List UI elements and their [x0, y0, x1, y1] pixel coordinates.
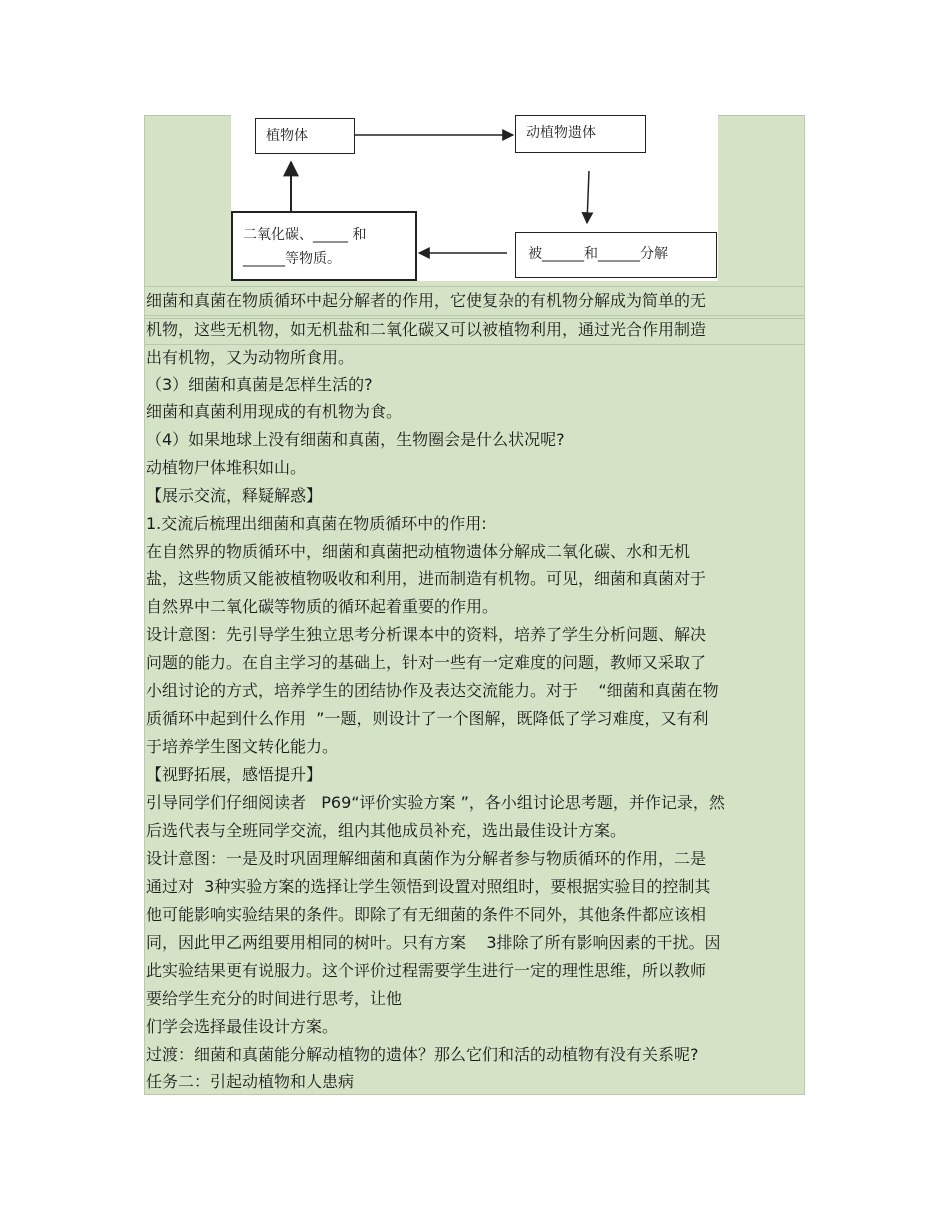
text-line: 过渡：细菌和真菌能分解动植物的遗体？那么它们和活的动植物有没有关系呢?: [146, 1045, 699, 1064]
row-divider: [144, 318, 805, 319]
diagram-box-decompose: [515, 232, 717, 278]
diagram-box-remains: [515, 115, 646, 153]
carbon-cycle-diagram: [231, 115, 718, 281]
section-heading: 【展示交流，释疑解惑】: [146, 486, 323, 505]
box-remains-label: 动植物遗体: [526, 125, 596, 141]
text-line: 1.交流后梳理出细菌和真菌在物质循环中的作用:: [146, 514, 487, 533]
text-line: 同，因此甲乙两组要用相同的树叶。只有方案 3排除了所有影响因素的干扰。因: [146, 933, 721, 952]
text-line: 小组讨论的方式，培养学生的团结协作及表达交流能力。对于 “细菌和真菌在物: [146, 681, 719, 700]
box-decompose-label: 被______和______分解: [528, 246, 668, 262]
text-line: 通过对 3种实验方案的选择让学生领悟到设置对照组时，要根据实验目的控制其: [146, 877, 711, 896]
diagram-box-inorganic: [231, 211, 417, 281]
text-line: 们学会选择最佳设计方案。: [146, 1017, 339, 1036]
row-divider: [144, 315, 805, 316]
text-line: 细菌和真菌利用现成的有机物为食。: [146, 402, 403, 421]
section-heading: 【视野拓展，感悟提升】: [146, 765, 323, 784]
text-line: 机物，这些无机物，如无机盐和二氧化碳又可以被植物利用，通过光合作用制造: [146, 320, 707, 339]
box-plant-label: 植物体: [266, 128, 308, 144]
text-line: 任务二：引起动植物和人患病: [146, 1072, 355, 1091]
text-line: 盐，这些物质又能被植物吸收和利用，进而制造有机物。可见，细菌和真菌对于: [146, 569, 707, 588]
text-line: 问题的能力。在自主学习的基础上，针对一些有一定难度的问题，教师又采取了: [146, 653, 707, 672]
text-line: 质循环中起到什么作用 ”一题，则设计了一个图解，既降低了学习难度，又有利: [146, 709, 709, 728]
box-inorganic-line-1: 二氧化碳、_____ 和: [243, 227, 367, 243]
text-line: 引导同学们仔细阅读者 P69“评价实验方案 ”，各小组讨论思考题，并作记录，然: [146, 793, 725, 812]
text-line: 此实验结果更有说服力。这个评价过程需要学生进行一定的理性思维，所以教师: [146, 961, 707, 980]
text-line: （3）细菌和真菌是怎样生活的?: [146, 375, 373, 394]
text-line: 出有机物，又为动物所食用。: [146, 348, 355, 367]
text-line: 他可能影响实验结果的条件。即除了有无细菌的条件不同外，其他条件都应该相: [146, 905, 707, 924]
text-line: 后选代表与全班同学交流，组内其他成员补充，选出最佳设计方案。: [146, 821, 627, 840]
text-line: 自然界中二氧化碳等物质的循环起着重要的作用。: [146, 597, 499, 616]
row-divider: [144, 344, 805, 345]
text-line: 设计意图：先引导学生独立思考分析课本中的资料，培养了学生分析问题、解决: [146, 625, 707, 644]
box-inorganic-line-2: ______等物质。: [243, 251, 341, 267]
diagram-box-plant: [255, 118, 355, 154]
text-line: 细菌和真菌在物质循环中起分解者的作用，它使复杂的有机物分解成为简单的无: [146, 291, 707, 310]
text-line: （4）如果地球上没有细菌和真菌，生物圈会是什么状况呢?: [146, 430, 565, 449]
text-line: 动植物尸体堆积如山。: [146, 458, 307, 477]
text-line: 要给学生充分的时间进行思考，让他: [146, 989, 403, 1008]
text-line: 在自然界的物质循环中，细菌和真菌把动植物遗体分解成二氧化碳、水和无机: [146, 542, 691, 561]
text-line: 于培养学生图文转化能力。: [146, 737, 339, 756]
row-divider: [144, 286, 805, 287]
text-line: 设计意图：一是及时巩固理解细菌和真菌作为分解者参与物质循环的作用，二是: [146, 849, 707, 868]
arrow-remains-to-decompose: [587, 171, 589, 223]
